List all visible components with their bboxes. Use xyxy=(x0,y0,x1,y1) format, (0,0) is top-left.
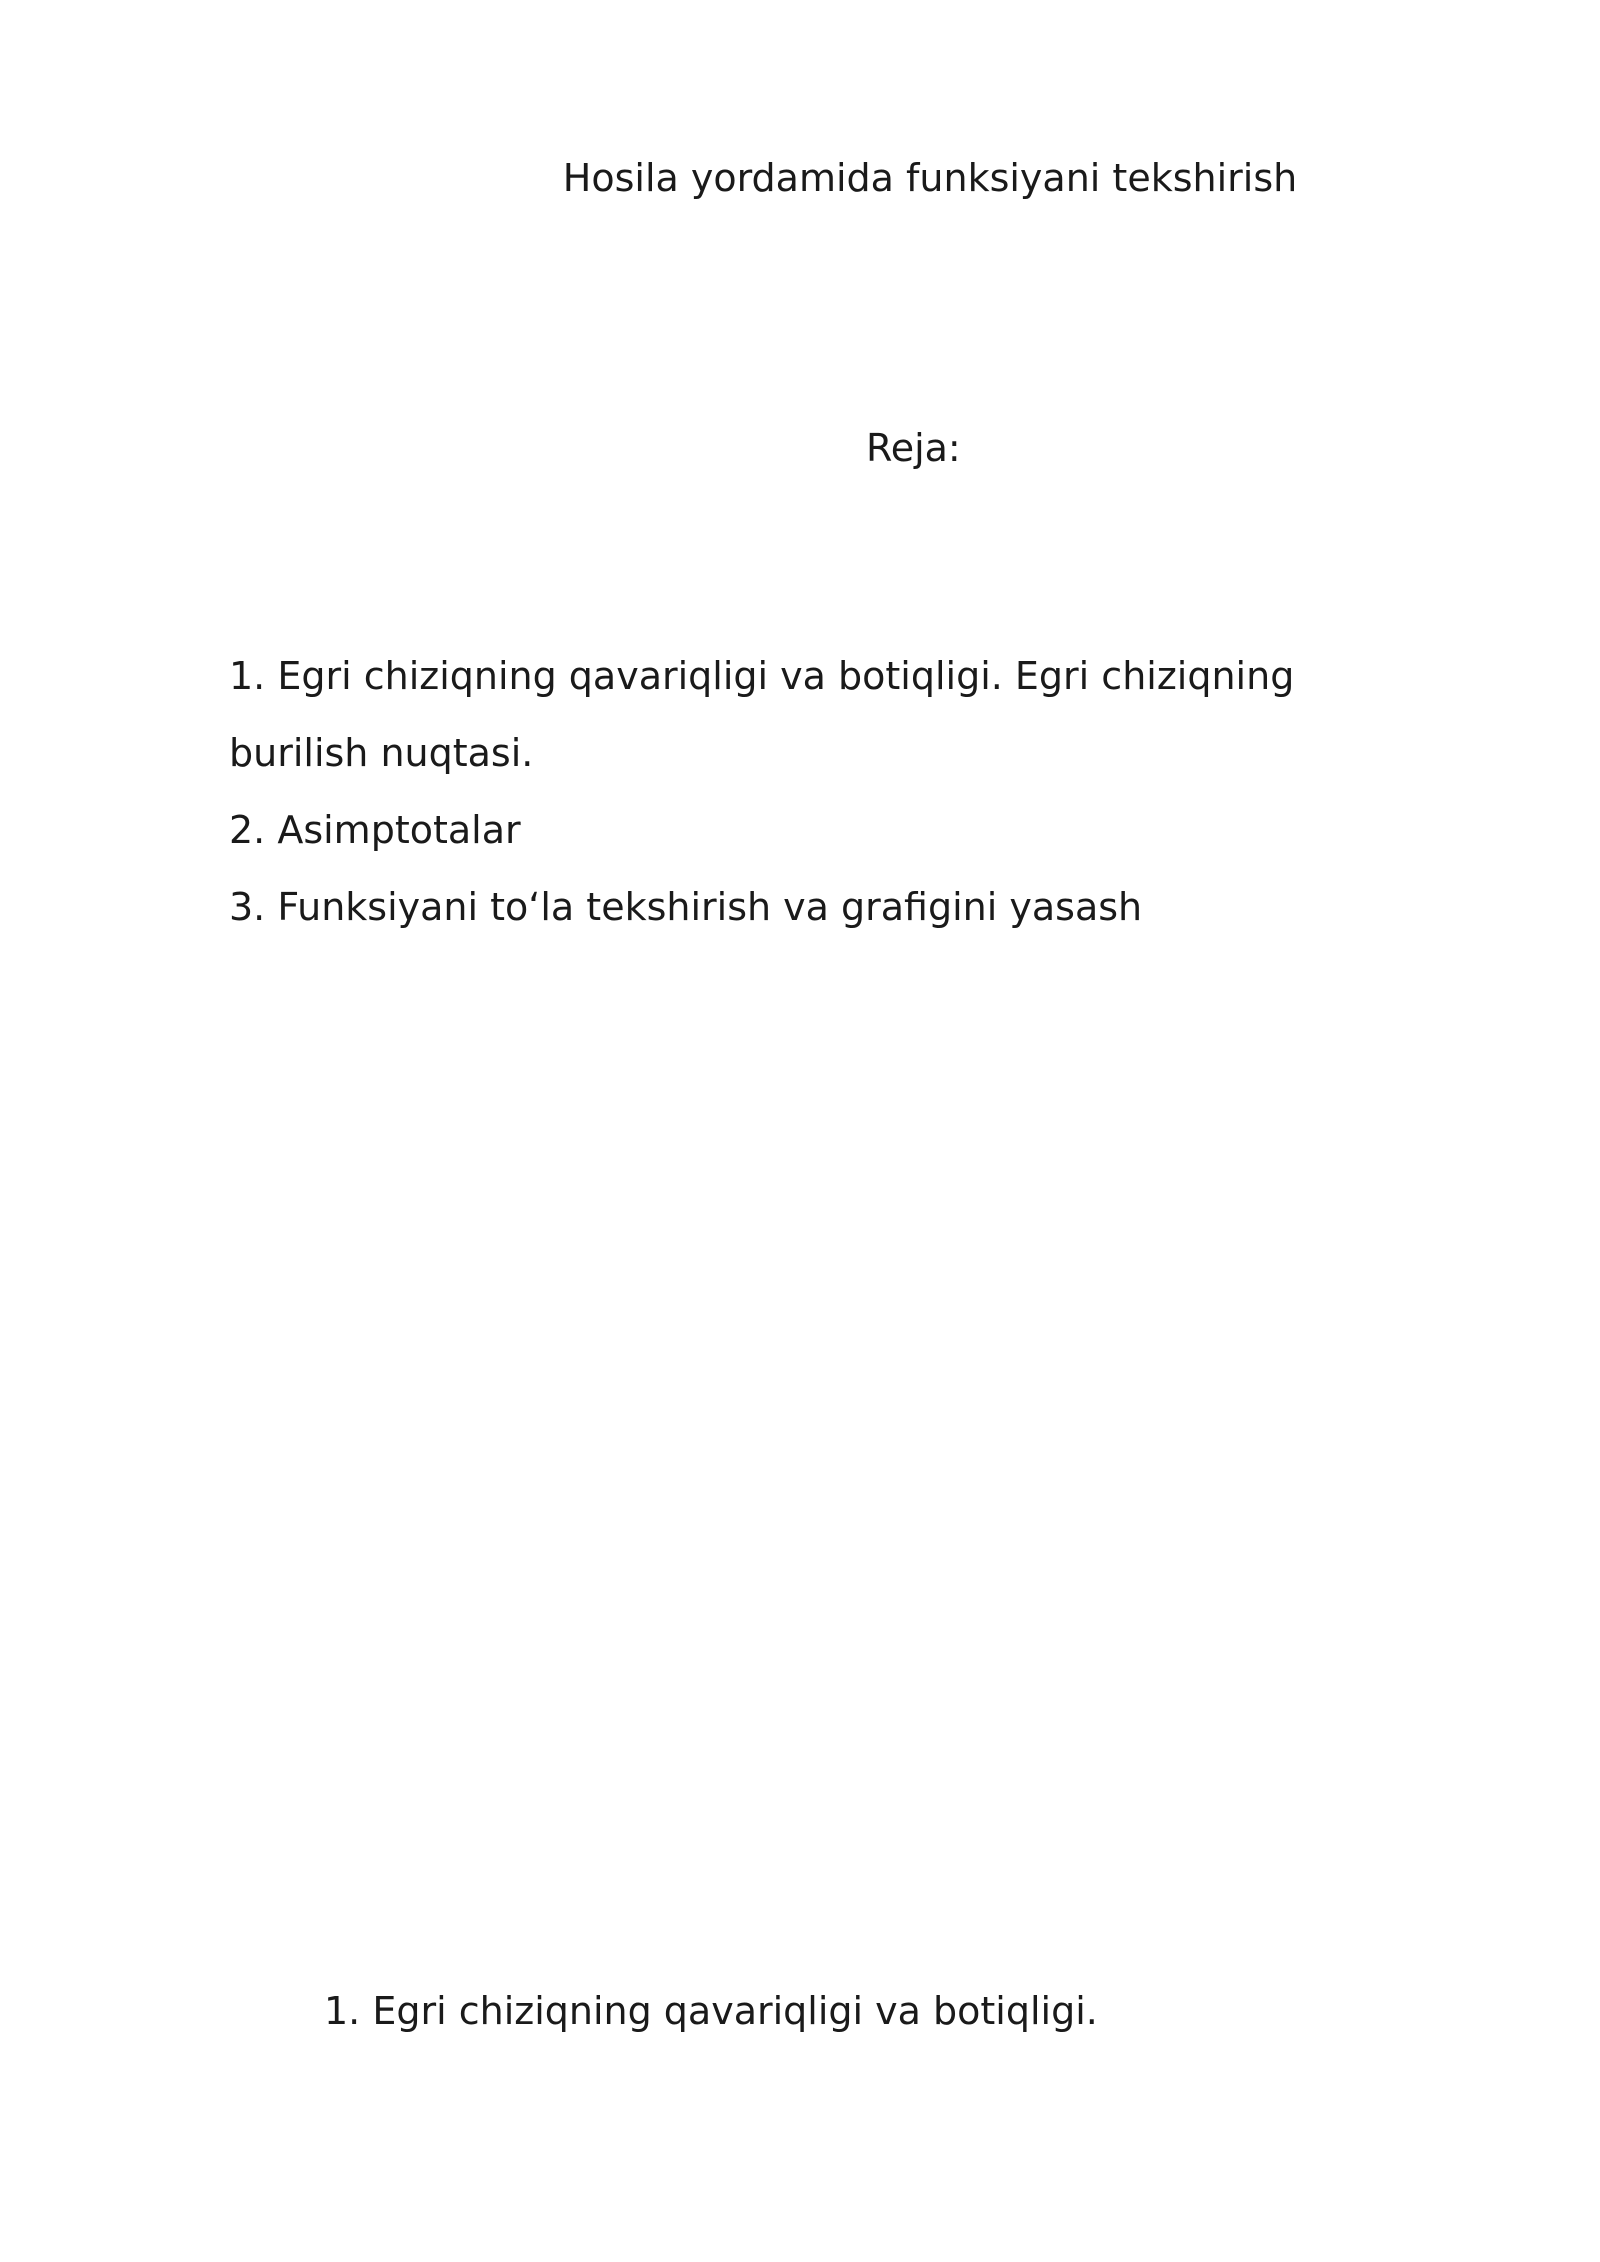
document-title: Hosila yordamida funksiyani tekshirish xyxy=(562,156,1298,200)
plan-list xyxy=(229,638,1389,946)
plan-heading: Reja: xyxy=(866,426,961,470)
plan-item: 3. Funksiyani to‘la tekshirish va grafigini yasash xyxy=(229,885,1143,929)
plan-item: 2. Asimptotalar xyxy=(229,808,521,852)
section-heading: 1. Egri chiziqning qavariqligi va botiqligi. xyxy=(324,1989,1098,2033)
plan-item: 1. Egri chiziqning qavariqligi va botiqligi. Egri chiziqning burilish nuqtasi. xyxy=(229,654,1295,775)
